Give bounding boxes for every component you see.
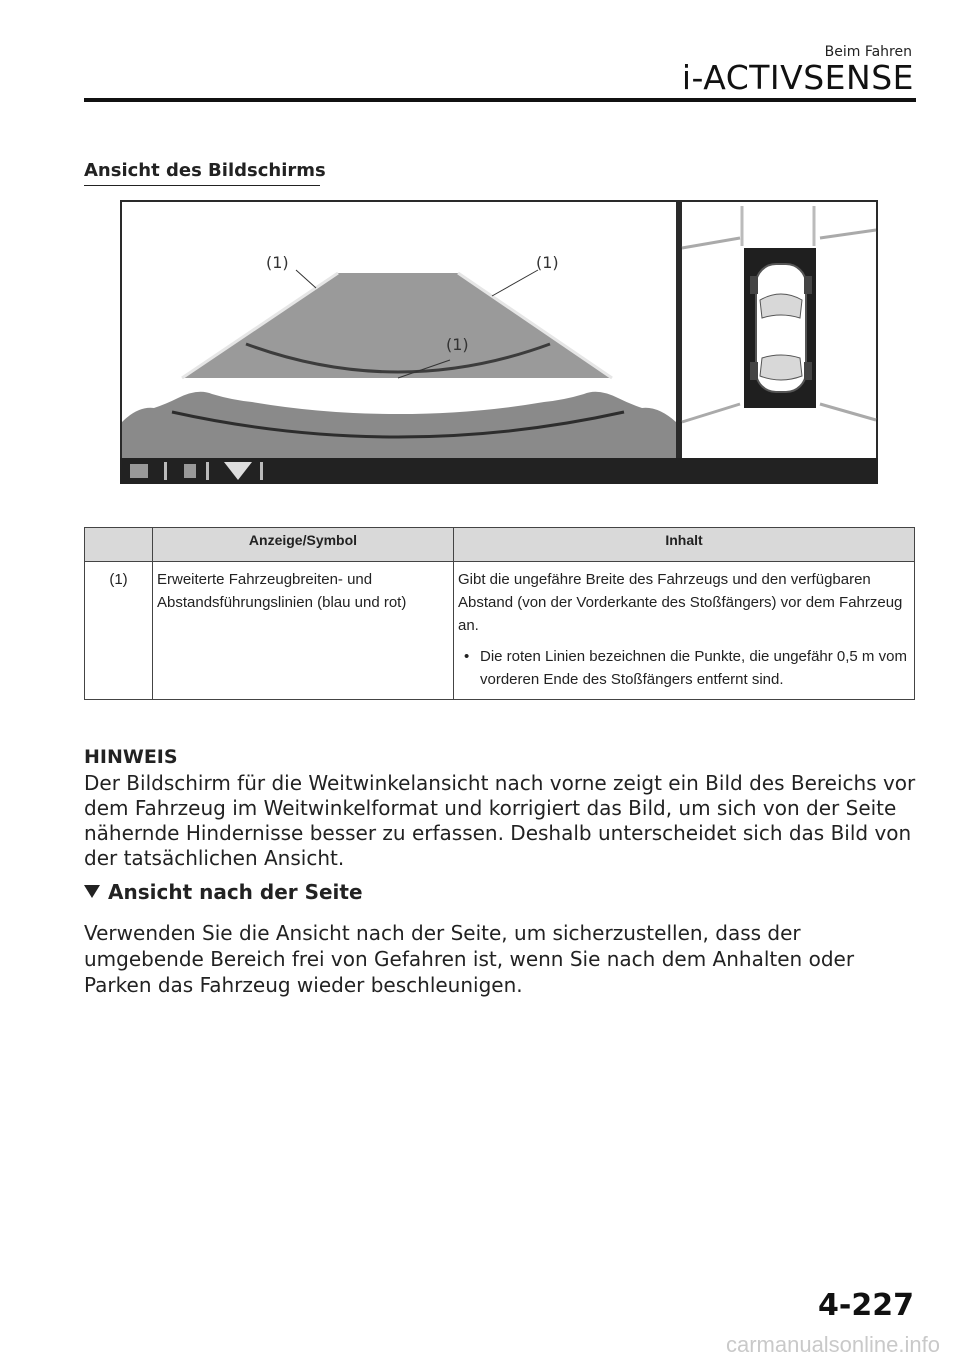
table-header-symbol: Anzeige/Symbol	[153, 528, 454, 562]
front-view-icon	[184, 464, 196, 478]
page-number: 4-227	[818, 1288, 914, 1323]
subsection-text: Verwenden Sie die Ansicht nach der Seite, um sicherzustellen, dass der umgebende Bereich frei von Gefahren ist, wenn Sie nach dem Anhalten oder Parken das Fahrzeug wieder beschleunigen.	[84, 921, 855, 997]
section-title: i-ACTIVSENSE	[681, 58, 914, 97]
camera-screen-illustration	[120, 200, 878, 484]
chapter-label: Beim Fahren	[824, 44, 912, 60]
callout-1-center: (1)	[446, 335, 469, 354]
callout-1-left: (1)	[266, 253, 289, 272]
bullet-dot: •	[464, 648, 470, 665]
row-content-bullet	[458, 645, 910, 691]
callout-1-right: (1)	[536, 253, 559, 272]
row-content	[454, 562, 915, 700]
bullet-text: Die roten Linien bezeichnen die Punkte, die ungefähr 0,5 m vom vorderen Ende des Stoßfängers entfernt sind.	[480, 648, 907, 688]
side-view-icon	[130, 464, 148, 478]
row-number: (1)	[85, 562, 153, 700]
subsection-heading	[84, 880, 363, 904]
subsection-heading-text: Ansicht nach der Seite	[108, 880, 363, 904]
row-symbol: Erweiterte Fahrzeugbreiten- und Abstandsführungslinien (blau und rot)	[153, 562, 454, 700]
row-content-text: Gibt die ungefähre Breite des Fahrzeugs und den verfügbaren Abstand (von der Vorderkante des Stoßfängers) vor dem Fahrzeug an.	[458, 571, 903, 634]
triangle-down-icon	[84, 885, 100, 898]
status-bar	[120, 458, 878, 484]
front-wide-view	[122, 202, 676, 458]
table-row	[85, 562, 915, 700]
watermark: carmanualsonline.info	[725, 1332, 940, 1357]
top-view	[682, 202, 876, 458]
view-heading: Ansicht des Bildschirms	[84, 160, 326, 181]
header-rule	[84, 98, 916, 102]
table-header-content: Inhalt	[454, 528, 915, 562]
note-heading: HINWEIS	[84, 746, 178, 768]
table-header-number	[85, 528, 153, 562]
info-table	[84, 527, 915, 700]
view-heading-underline	[84, 185, 320, 186]
note-text: Der Bildschirm für die Weitwinkelansicht nach vorne zeigt ein Bild des Bereichs vor dem Fahrzeug im Weitwinkelformat und korrigiert das Bild, um sich von der Seite nähernde Hindernisse besser zu erfassen. Deshalb unterscheidet sich das Bild von der tatsächlichen Ansicht.	[84, 771, 916, 870]
